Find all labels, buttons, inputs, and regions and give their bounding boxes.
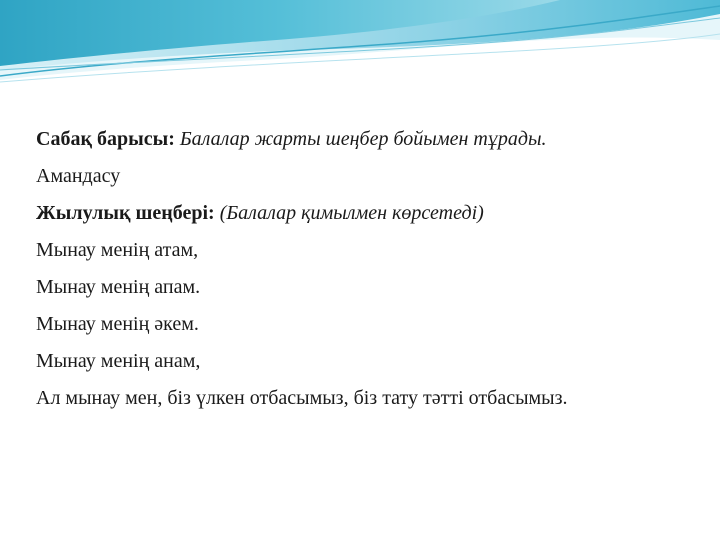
warm-up-circle-line [36, 198, 676, 228]
lesson-progress-line [36, 124, 676, 154]
slide-body [36, 124, 676, 420]
lesson-progress-label: Сабақ барысы: [36, 128, 175, 150]
poem-line-3: Мынау менің әкем. [36, 313, 199, 335]
greeting-line: Амандасу [36, 165, 121, 187]
warm-up-circle-label: Жылулық шеңбері: [36, 202, 215, 224]
warm-up-circle-text: (Балалар қимылмен көрсетеді) [219, 202, 484, 224]
poem-line-1: Мынау менің атам, [36, 239, 199, 261]
poem-line-2: Мынау менің апам. [36, 276, 201, 298]
poem-line-5: Ал мынау мен, біз үлкен отбасымыз, біз тату тәтті отбасымыз. [36, 387, 568, 409]
poem-line-4: Мынау менің анам, [36, 350, 201, 372]
lesson-progress-text: Балалар жарты шеңбер бойымен тұрады. [179, 128, 547, 150]
header-wave-decoration [0, 0, 720, 90]
